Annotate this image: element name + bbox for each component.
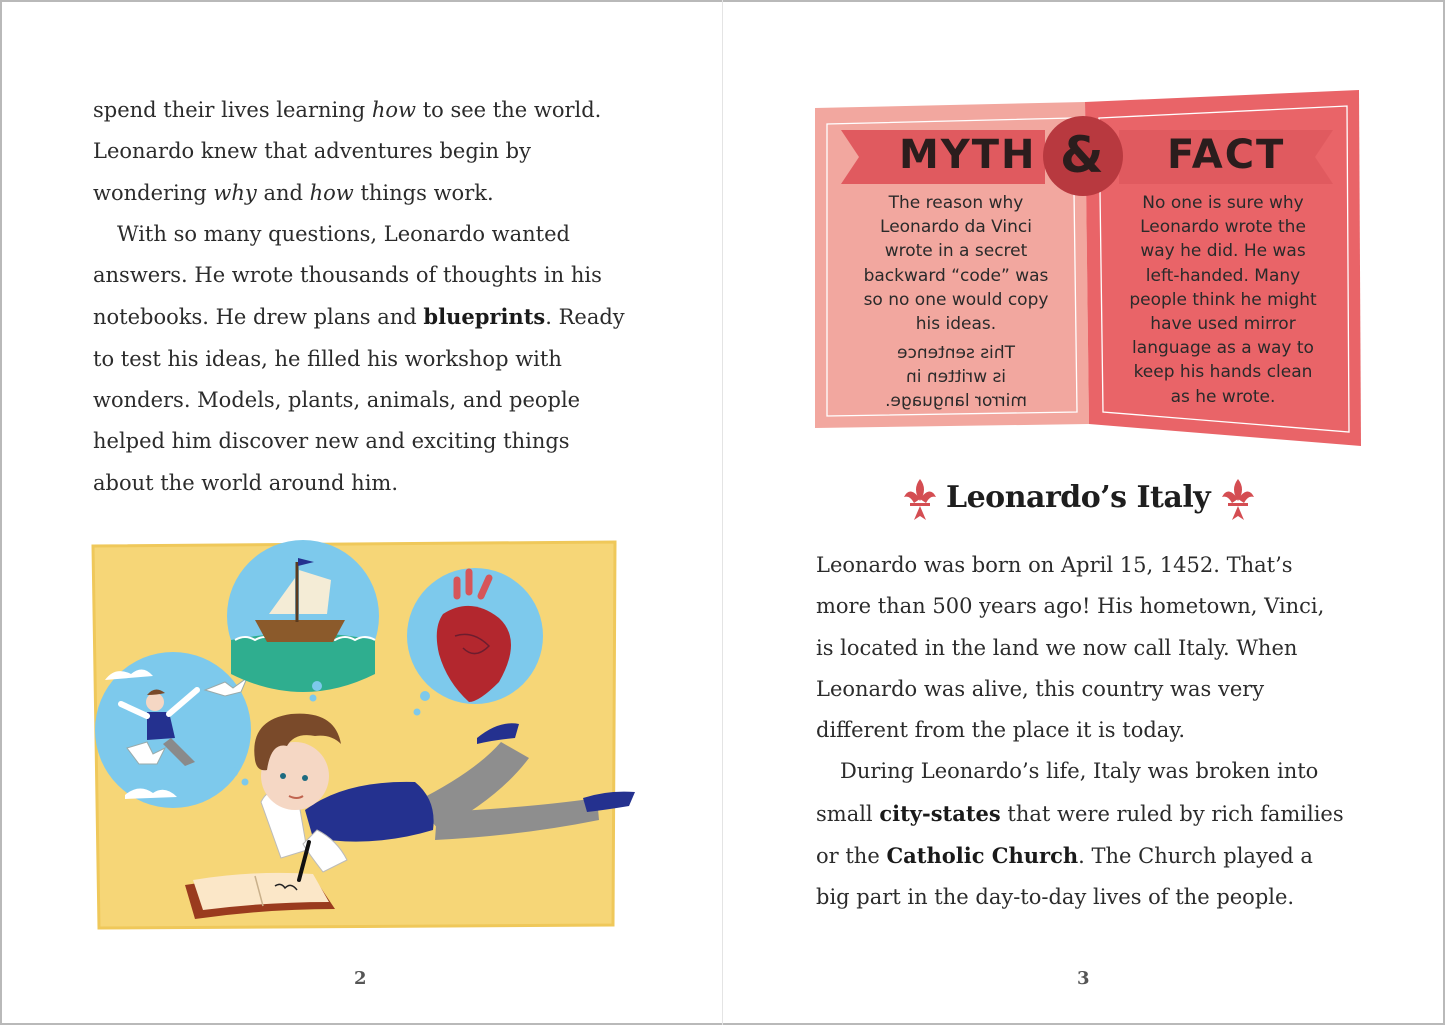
text-run: . The Church played a <box>1078 844 1313 869</box>
text-line <box>93 463 653 504</box>
text-line <box>93 131 653 172</box>
ship-dream-bubble <box>227 540 379 692</box>
text-line <box>816 835 1376 877</box>
text-run: notebooks. He drew plans and <box>93 305 424 330</box>
fact-label: FACT <box>1167 132 1286 178</box>
box-text-line: keep his hands clean <box>1133 362 1313 383</box>
text-run: more than 500 years ago! His hometown, Vinci, <box>816 594 1325 619</box>
right-page-body-text <box>816 545 1376 919</box>
leonardo-dreaming-illustration <box>85 540 645 930</box>
text-run: wonders. Models, plants, animals, and people <box>93 388 581 413</box>
text-run: is located in the land we now call Italy. When <box>816 635 1298 660</box>
text-run: big part in the day-to-day lives of the people. <box>816 885 1295 910</box>
box-text-line: No one is sure why <box>1142 193 1304 213</box>
left-page-number: 2 <box>354 968 367 989</box>
text-run: or the <box>816 844 887 869</box>
box-text-line: his ideas. <box>915 314 997 335</box>
glossary-term: blueprints <box>423 304 546 330</box>
emphasis: why <box>213 180 257 205</box>
text-run: helped him discover new and exciting things <box>93 429 570 454</box>
box-text-line: Leonardo da Vinci <box>880 217 1032 238</box>
text-run: things work. <box>353 180 494 205</box>
box-text-line: language as a way to <box>1132 338 1314 359</box>
text-run: During Leonardo’s life, Italy was broken into <box>840 759 1319 784</box>
text-line <box>816 586 1376 627</box>
heart-dream-bubble <box>407 568 543 704</box>
text-run: answers. He wrote thousands of thoughts in his <box>93 263 602 288</box>
glossary-term: Catholic Church <box>886 843 1079 869</box>
myth-text <box>851 191 1061 336</box>
box-text-line: mirror language. <box>885 391 1027 412</box>
box-text-line: way he did. He was <box>1140 241 1306 262</box>
text-run: Leonardo was born on April 15, 1452. That’s <box>816 553 1293 577</box>
text-line <box>93 173 653 214</box>
text-run: to see the world. <box>416 98 602 122</box>
text-run: wondering <box>93 180 214 205</box>
text-run: that were ruled by rich families <box>1000 801 1344 826</box>
text-run: small <box>816 801 880 826</box>
text-line <box>816 628 1376 669</box>
text-run: about the world around him. <box>93 470 399 495</box>
text-run: and <box>256 180 310 205</box>
myth-fact-box <box>813 88 1363 453</box>
section-heading: Leonardo’s Italy <box>946 480 1211 515</box>
fleur-de-lis-icon <box>904 479 936 520</box>
text-line <box>816 793 1376 835</box>
text-line <box>816 877 1376 918</box>
emphasis: how <box>309 180 354 205</box>
flying-dream-bubble <box>95 652 251 808</box>
text-run: different from the place it is today. <box>816 718 1186 743</box>
text-line <box>816 669 1376 710</box>
text-line <box>93 214 653 255</box>
text-line <box>93 421 653 462</box>
emphasis: how <box>371 98 417 122</box>
box-text-line: backward “code” was <box>863 265 1049 286</box>
text-run: spend their lives learning <box>93 98 372 122</box>
box-text-line: left-handed. Many <box>1145 265 1301 286</box>
box-text-line: is written in <box>905 367 1007 388</box>
left-page-body-text <box>93 90 653 504</box>
box-text-line: as he wrote. <box>1170 386 1276 407</box>
spine-divider <box>722 0 723 1025</box>
box-text-line: wrote in a secret <box>884 241 1028 262</box>
text-run: . Ready <box>545 305 625 330</box>
box-text-line: so no one would copy <box>863 289 1049 310</box>
text-line <box>93 380 653 421</box>
text-line <box>816 545 1376 586</box>
box-text-line: people think he might <box>1129 289 1317 310</box>
right-page-number: 3 <box>1077 968 1090 989</box>
fact-text <box>1113 191 1333 409</box>
text-line <box>93 90 653 131</box>
glossary-term: city-states <box>879 800 1001 826</box>
text-line <box>816 751 1376 792</box>
text-line <box>816 710 1376 751</box>
box-text-line: The reason why <box>888 193 1024 213</box>
myth-label: MYTH <box>899 132 1037 178</box>
text-run: to test his ideas, he filled his workshop with <box>93 346 562 371</box>
box-text-line: This sentence <box>897 343 1015 363</box>
text-run: Leonardo was alive, this country was very <box>816 676 1265 701</box>
text-run: With so many questions, Leonardo wanted <box>117 221 570 246</box>
text-run: Leonardo knew that adventures begin by <box>93 139 531 164</box>
box-text-line: have used mirror <box>1150 314 1296 335</box>
text-line <box>93 339 653 380</box>
text-line <box>93 255 653 296</box>
fleur-de-lis-icon <box>1222 479 1254 520</box>
box-text-line: Leonardo wrote the <box>1140 217 1306 238</box>
mirror-language-text <box>851 341 1061 414</box>
ampersand-label: & <box>1060 126 1106 184</box>
text-line <box>93 296 653 338</box>
